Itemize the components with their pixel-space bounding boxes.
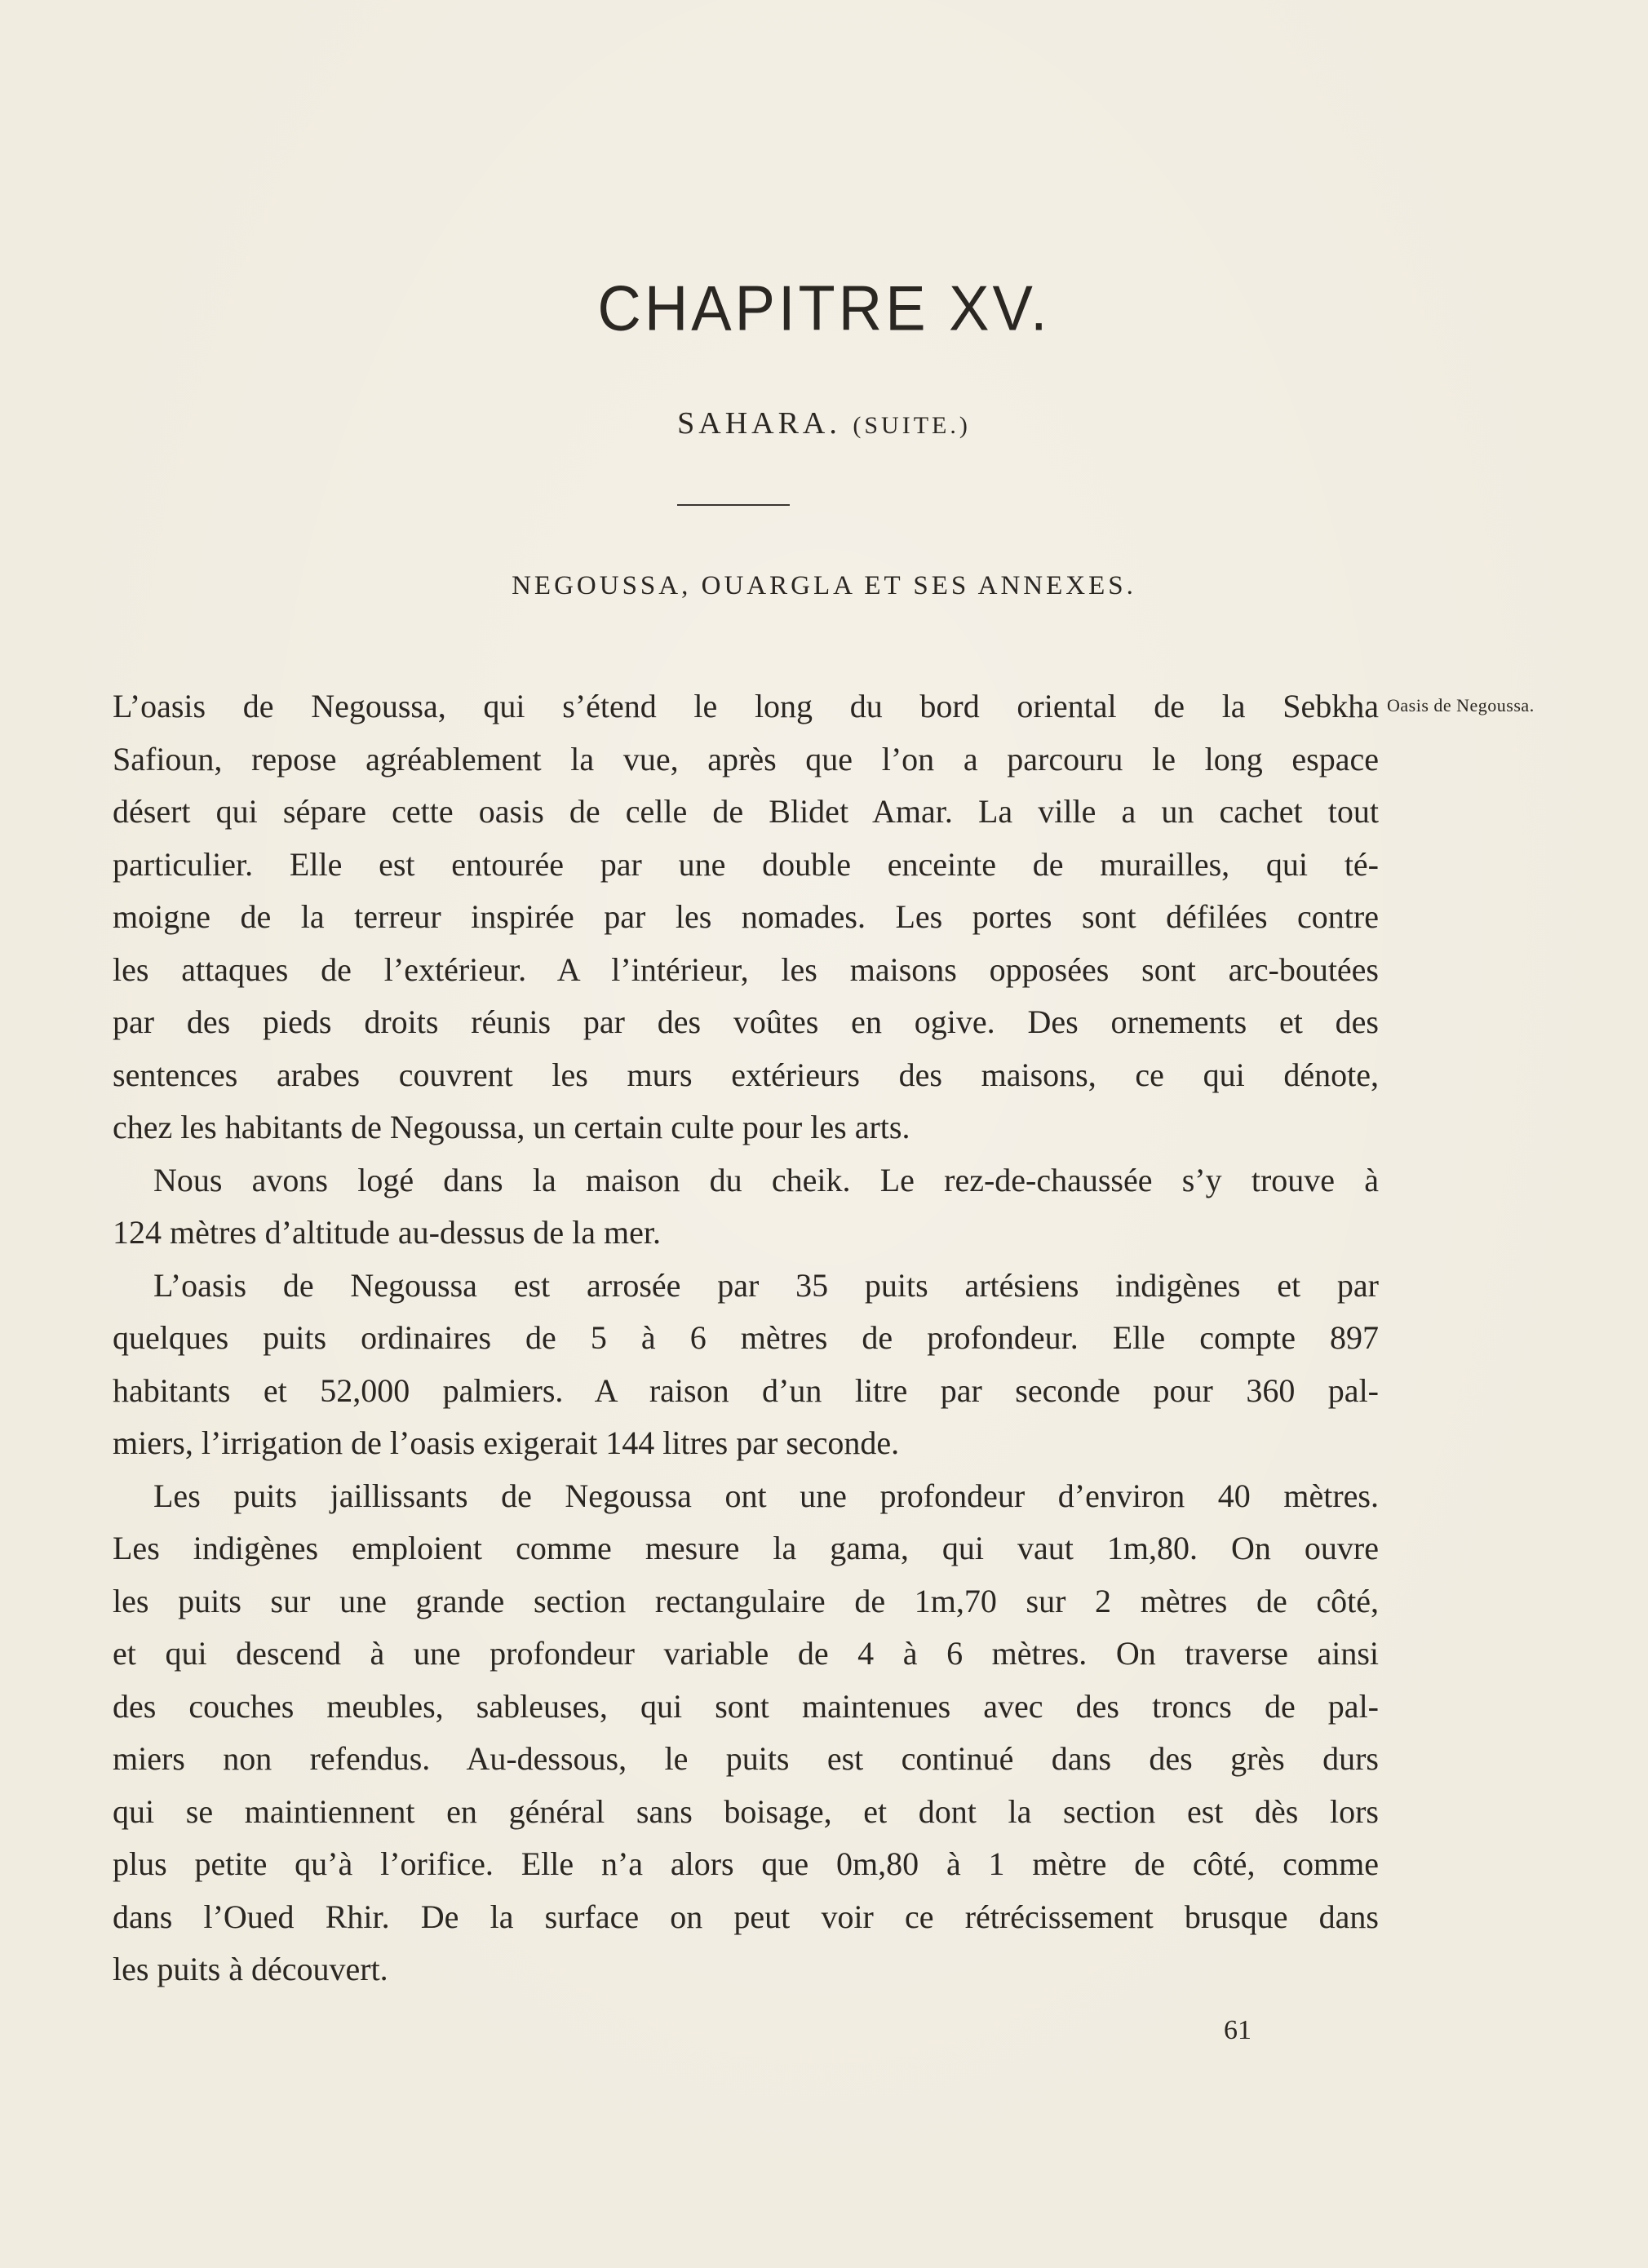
text-line: et qui descend à une profondeur variable de 4 à 6 mètres. On traverse ainsi	[113, 1635, 1379, 1672]
text-line: habitants et 52,000 palmiers. A raison d’un litre par seconde pour 360 pal-	[113, 1371, 1379, 1409]
section-subtitle: NEGOUSSA, OUARGLA ET SES ANNEXES.	[512, 571, 1136, 600]
text-line: sentences arabes couvrent les murs extérieurs des maisons, ce qui dénote,	[113, 1056, 1379, 1093]
text-line: moigne de la terreur inspirée par les nomades. Les portes sont défilées contre	[113, 898, 1379, 935]
text-line: par des pieds droits réunis par des voûtes en ogive. Des ornements et des	[113, 1003, 1379, 1040]
section-title	[0, 405, 1648, 441]
text-line: les puits sur une grande section rectangulaire de 1m,70 sur 2 mètres de côté,	[113, 1582, 1379, 1619]
text-line: Les indigènes emploient comme mesure la gama, qui vaut 1m,80. On ouvre	[113, 1530, 1379, 1566]
text-line: les puits à découvert.	[113, 1951, 388, 1987]
margin-note: Oasis de Negoussa.	[1387, 695, 1535, 715]
text-line: des couches meubles, sableuses, qui sont maintenues avec des troncs de pal-	[113, 1687, 1379, 1725]
text-line: les attaques de l’extérieur. A l’intérieur, les maisons opposées sont arc-boutées	[113, 950, 1379, 988]
text-line: chez les habitants de Negoussa, un certain culte pour les arts.	[113, 1109, 910, 1145]
text-line: quelques puits ordinaires de 5 à 6 mètres de profondeur. Elle compte 897	[113, 1319, 1379, 1356]
title-divider	[677, 504, 790, 506]
body-text	[113, 680, 1379, 1996]
text-line: plus petite qu’à l’orifice. Elle n’a alors que 0m,80 à 1 mètre de côté, comme	[113, 1845, 1379, 1882]
text-line: L’oasis de Negoussa, qui s’étend le long du bord oriental de la Sebkha	[113, 688, 1379, 724]
text-line: L’oasis de Negoussa est arrosée par 35 puits artésiens indigènes et par	[153, 1266, 1379, 1304]
section-title-suite: (SUITE.)	[853, 412, 971, 439]
chapter-title: CHAPITRE XV.	[597, 272, 1051, 344]
text-line: particulier. Elle est entourée par une double enceinte de murailles, qui té-	[113, 845, 1379, 883]
text-line: miers, l’irrigation de l’oasis exigerait 144 litres par seconde.	[113, 1424, 900, 1461]
text-line: Les puits jaillissants de Negoussa ont une profondeur d’environ 40 mètres.	[153, 1477, 1379, 1514]
page-number: 61	[1224, 2015, 1252, 2045]
text-line: 124 mètres d’altitude au-dessus de la mer.	[113, 1214, 662, 1251]
text-line: Safioun, repose agréablement la vue, après que l’on a parcouru le long espace	[113, 740, 1379, 777]
text-line: Nous avons logé dans la maison du cheik. Le rez-de-chaussée s’y trouve à	[153, 1161, 1379, 1198]
section-title-main: SAHARA.	[677, 406, 841, 441]
text-line: dans l’Oued Rhir. De la surface on peut voir ce rétrécissement brusque dans	[113, 1898, 1379, 1935]
text-line: désert qui sépare cette oasis de celle de Blidet Amar. La ville a un cachet tout	[113, 793, 1379, 830]
text-line: miers non refendus. Au-dessous, le puits est continué dans des grès durs	[113, 1740, 1379, 1777]
text-line: qui se maintiennent en général sans boisage, et dont la section est dès lors	[113, 1792, 1379, 1830]
